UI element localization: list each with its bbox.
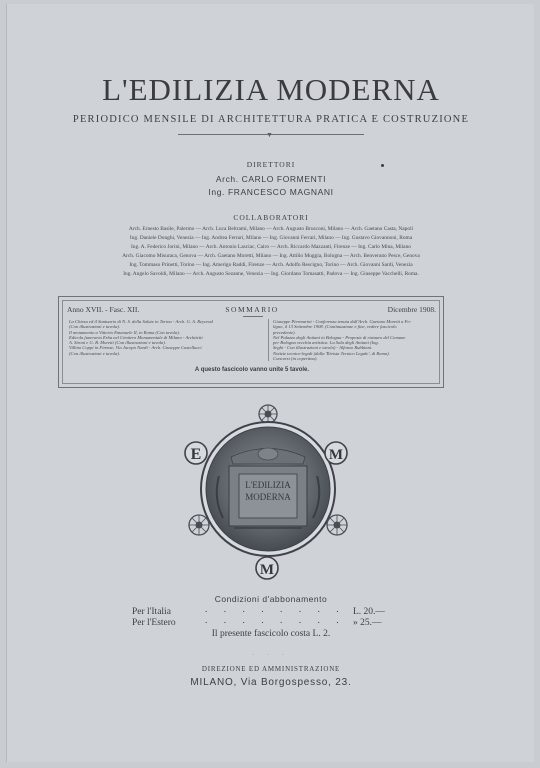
summary-right-column (273, 319, 439, 361)
emblem-letter: M (328, 447, 344, 463)
publisher-address: MILANO, Via Borgospesso, 23. (190, 677, 352, 688)
collaborators-line: Arch. Ernesto Basile, Palermo — Arch. Luca Beltrami, Milano — Arch. Augusto Brusconi, Milano — Arch. Gaetano Casta, Napoli (128, 226, 414, 232)
letter-medallion-bottom (256, 557, 278, 579)
director-name: Ing. FRANCESCO MAGNANI (208, 187, 334, 197)
collaborators-line: Ing. Daniele Donghi, Venezia — Ing. Andrea Ferrari, Milano — Ing. Giovanni Ferrari, Milano — Ing. Gustavo Giovannoni, Roma (129, 235, 413, 241)
summary-entry: (Con illustrazioni e tavola). (69, 350, 121, 356)
summary-entry: (Con illustrazioni e tavola). (69, 324, 121, 330)
collaborators-heading: COLLABORATORI (233, 213, 309, 222)
journal-title: L'EDILIZIA MODERNA (102, 72, 440, 107)
divider-ornament-icon: ▼ (266, 131, 273, 139)
summary-entry: Giuseppe Piermarini - Conferenza tenuta dall'Arch. Gaetano Moretti a Fo- (273, 319, 412, 324)
plaque-line: L'EDILIZIA (245, 480, 291, 490)
emblem-letter: E (190, 446, 202, 463)
letter-medallion-right (325, 442, 347, 464)
subscription-title: Condizioni d'abbonamento (214, 594, 328, 604)
summary-entry: ligno, il 13 Settembre 1908. (Continuazione e fine, vedere fascicolo (273, 324, 397, 330)
ink-dot (381, 164, 384, 167)
collaborators-line: Ing. Tommaso Prinetti, Torino — Ing. Amerigo Raddi, Firenze — Arch. Adolfo Rescigno, Torino — Arch. Giovanni Sardi, Venezia (129, 262, 413, 268)
summary-entry: Il monumento a Vittorio Emanuele II, in Roma (Con tavola). (69, 329, 181, 335)
director-name: Arch. CARLO FORMENTI (215, 174, 327, 184)
summary-entry: Seghi - Con illustrazioni e tavola) - Alfonso Rubbiani. (273, 345, 373, 351)
issue-number: Anno XVII. - Fasc. XII. (67, 305, 140, 314)
plaque-line: MODERNA (245, 492, 291, 502)
summary-box (58, 296, 444, 388)
collaborators-line: Ing. A. Federico Jorini, Milano — Arch. Antonio Lasciac, Cairo — Arch. Riccardo Mazzanti, Firenze — Ing. Carlo Mina, Milano (131, 244, 411, 250)
price-label: Per l'Estero (132, 618, 176, 628)
issue-date: Dicembre 1908. (387, 305, 436, 314)
engraved-plaque (217, 448, 320, 528)
summary-left-column (69, 319, 265, 356)
price-leader: . . . . . . . . (205, 605, 346, 615)
price-value: » 25.— (353, 618, 382, 628)
summary-entry: per Bologna vecchia artistica. La Sala degli Antiani (Ing. (273, 340, 379, 346)
administration-heading: DIREZIONE ED AMMINISTRAZIONE (201, 665, 341, 673)
price-label: Per l'Italia (132, 607, 171, 617)
summary-entry: Edicola funeraria Erba nel Cimitero Monumentale di Milano - Architetti (69, 334, 203, 340)
issue-price: Il presente fascicolo costa L. 2. (211, 629, 331, 639)
plates-note: A questo fascicolo vanno unite 5 tavole. (194, 367, 310, 373)
price-leader: . . . . . . . . (205, 616, 346, 626)
footer-ornament: · · · (252, 653, 290, 658)
directors-heading: DIRETTORI (246, 160, 296, 169)
top-rosette-icon (259, 405, 277, 423)
summary-entry: Villino Coppi in Firenze, Via Jacopo Nardi - Arch. Giuseppe Castellucci (69, 345, 202, 351)
rosette-right-icon (327, 515, 347, 535)
journal-cover (6, 4, 534, 762)
column-divider (268, 319, 269, 361)
rosette-left-icon (189, 515, 209, 535)
summary-entry: A. Sironi e G. B. Moretti (Con illustrazioni e tavola). (69, 340, 167, 346)
journal-subtitle: PERIODICO MENSILE DI ARCHITETTURA PRATICA E COSTRUZIONE (72, 114, 470, 125)
price-value: L. 20.— (353, 607, 385, 617)
summary-entry: Concorsi (in copertina). (273, 356, 318, 362)
summary-entry: La Chiesa ed il Santuario di N. S. della Salute in Torino - Arch. G. A. Reycend (69, 319, 213, 324)
summary-entry: precedente). (273, 329, 296, 335)
summary-rule (243, 316, 263, 317)
summary-title: SOMMARIO (225, 305, 279, 314)
summary-inner-frame (62, 300, 440, 384)
collaborators-line: Ing. Angelo Savoldi, Milano — Arch. Augusto Sezanne, Venezia — Ing. Giordano Tomasatti, Padova — Ing. Giuseppe Vacchelli, Roma. (123, 271, 419, 277)
summary-entry: Nel Palazzo degli Antiani in Bologna - Proposte di ristauro del Comune (273, 334, 406, 340)
emblem-medallion (179, 402, 369, 582)
letter-medallion-left (185, 442, 207, 464)
summary-entry: Notizie tecnico-legali (dalla 'Rivista Tecnico Legale', di Roma). (273, 350, 390, 356)
collaborators-line: Arch. Giacomo Misuraca, Genova — Arch. Gaetano Moretti, Milano — Ing. Attilio Muggia, Bologna — Arch. Benvenuto Pesce, Genova (122, 253, 420, 259)
emblem-letter: M (259, 562, 275, 578)
